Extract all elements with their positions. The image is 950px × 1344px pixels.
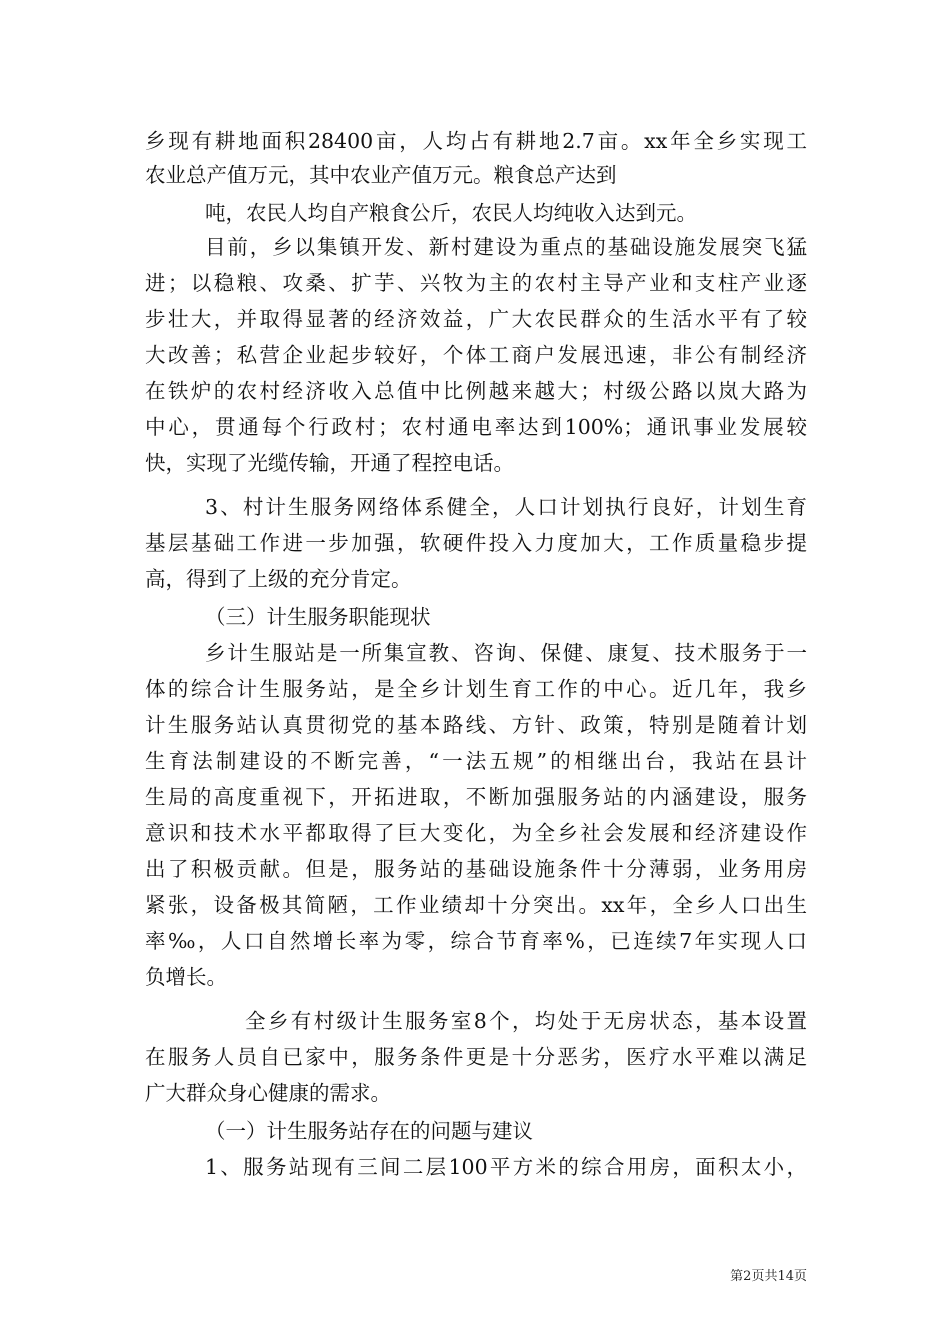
- text-line-20: 意识和技术水平都取得了巨大变化，为全乡社会发展和经济建设作: [145, 821, 807, 845]
- text-line-19: 生局的高度重视下，开拓进取，不断加强服务站的内涵建设，服务: [145, 785, 807, 809]
- text-line-26: 在服务人员自已家中，服务条件更是十分恶劣，医疗水平难以满足: [145, 1045, 807, 1069]
- text-line-7: 大改善；私营企业起步较好，个体工商户发展迅速，非公有制经济: [145, 343, 807, 367]
- text-line-12: 基层基础工作进一步加强，软硬件投入力度加大，工作质量稳步提: [145, 531, 807, 555]
- text-line-4: 目前，乡以集镇开发、新村建设为重点的基础设施发展突飞猛: [205, 235, 807, 259]
- text-line-13: 高，得到了上级的充分肯定。: [145, 567, 412, 591]
- text-line-22: 紧张，设备极其简陋，工作业绩却十分突出。xx年，全乡人口出生: [145, 893, 807, 917]
- page-number: 第2页共14页: [730, 1269, 807, 1284]
- text-line-23: 率‰，人口自然增长率为零，综合节育率%，已连续7年实现人口: [145, 929, 807, 953]
- text-line-17: 计生服务站认真贯彻党的基本路线、方针、政策，特别是随着计划: [145, 713, 807, 737]
- text-line-5: 进；以稳粮、攻桑、扩芋、兴牧为主的农村主导产业和支柱产业逐: [145, 271, 807, 295]
- text-line-8: 在铁炉的农村经济收入总值中比例越来越大；村级公路以岚大路为: [145, 379, 807, 403]
- text-line-25: 全乡有村级计生服务室8个，均处于无房状态，基本设置: [245, 1009, 807, 1033]
- text-line-1: 乡现有耕地面积28400亩，人均占有耕地2.7亩。xx年全乡实现工: [145, 129, 807, 153]
- text-line-27: 广大群众身心健康的需求。: [145, 1081, 391, 1105]
- text-line-3: 吨，农民人均自产粮食公斤，农民人均纯收入达到元。: [205, 201, 697, 225]
- text-line-11: 3、村计生服务网络体系健全，人口计划执行良好，计划生育: [205, 495, 807, 519]
- text-line-16: 体的综合计生服务站，是全乡计划生育工作的中心。近几年，我乡: [145, 677, 807, 701]
- section-heading-1: （一）计生服务站存在的问题与建议: [205, 1119, 533, 1143]
- text-line-2: 农业总产值万元，其中农业产值万元。粮食总产达到: [145, 163, 617, 187]
- text-line-6: 步壮大，并取得显著的经济效益，广大农民群众的生活水平有了较: [145, 307, 807, 331]
- text-line-24: 负增长。: [145, 965, 227, 989]
- text-line-18: 生育法制建设的不断完善，“一法五规”的相继出台，我站在县计: [145, 749, 807, 773]
- text-line-15: 乡计生服站是一所集宣教、咨询、保健、康复、技术服务于一: [205, 641, 807, 665]
- text-line-21: 出了积极贡献。但是，服务站的基础设施条件十分薄弱，业务用房: [145, 857, 807, 881]
- text-line-10: 快，实现了光缆传输，开通了程控电话。: [145, 451, 514, 475]
- text-line-9: 中心，贯通每个行政村；农村通电率达到100%；通讯事业发展较: [145, 415, 807, 439]
- section-heading-3: （三）计生服务职能现状: [205, 605, 431, 629]
- text-line-29: 1、服务站现有三间二层100平方米的综合用房，面积太小，: [205, 1155, 807, 1179]
